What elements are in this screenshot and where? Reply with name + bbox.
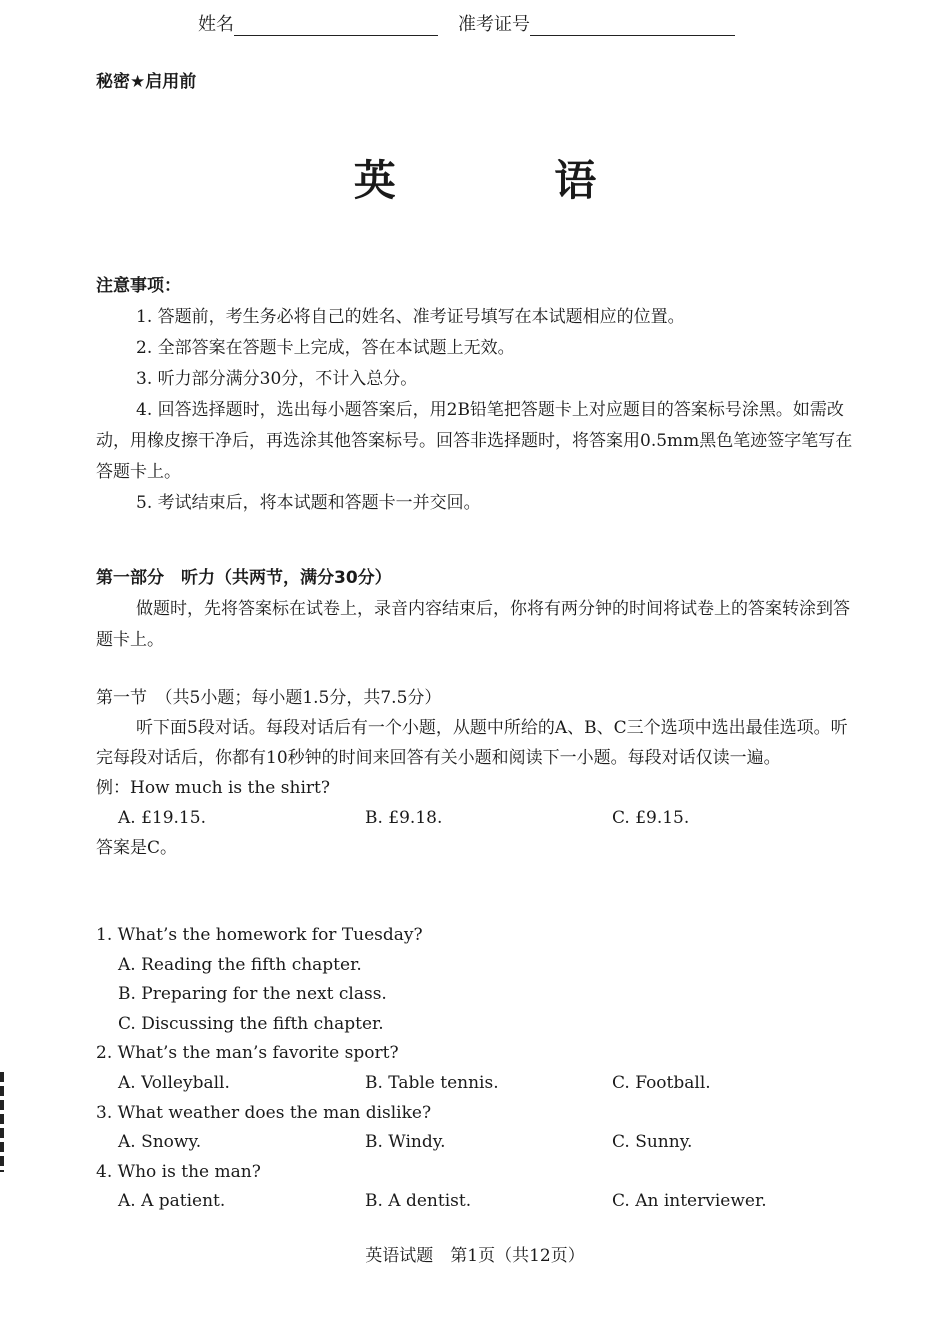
notice-section [96, 271, 861, 519]
question-text: 1. What’s the homework for Tuesday? [96, 925, 423, 945]
option-c: C. Discussing the fifth chapter. [118, 1013, 384, 1034]
exam-number-field [458, 10, 735, 36]
question-1 [96, 921, 861, 1039]
question-3 [96, 1099, 861, 1158]
option-c: C. Sunny. [612, 1132, 693, 1153]
question-2 [96, 1039, 861, 1098]
exam-number-label: 准考证号 [458, 14, 530, 35]
notice-item: 4. 回答选择题时，选出每小题答案后，用2B铅笔把答题卡上对应题目的答案标号涂黑。如需改动，用橡皮擦干净后，再选涂其他答案标号。回答非选择题时，将答案用0.5mm黑色笔迹签字笔写在答题卡上。 [96, 400, 853, 482]
notice-item: 1. 答题前，考生务必将自己的姓名、准考证号填写在本试题相应的位置。 [136, 307, 685, 327]
exam-title: 英 语 [353, 156, 669, 205]
example-option-a: A. £19.15. [118, 808, 206, 828]
part1-section [96, 563, 861, 656]
option-a: A. A patient. [118, 1191, 226, 1212]
option-c: C. An interviewer. [612, 1191, 767, 1212]
name-field [198, 10, 458, 36]
option-a: A. Reading the fifth chapter. [118, 954, 362, 975]
question-options [96, 1187, 861, 1217]
section1-description: 听下面5段对话。每段对话后有一个小题，从题中所给的A、B、C三个选项中选出最佳选项。听完每段对话后，你都有10秒钟的时间来回答有关小题和阅读下一小题。每段对话仅读一遍。 [96, 718, 848, 768]
secret-label: 秘密★启用前 [96, 72, 197, 92]
part1-description: 做题时，先将答案标在试卷上，录音内容结束后，你将有两分钟的时间将试卷上的答案转涂到答题卡上。 [96, 599, 850, 650]
question-options [96, 1069, 861, 1099]
option-c: C. Football. [612, 1072, 711, 1093]
binding-edge-mark [0, 1072, 4, 1172]
notice-item: 5. 考试结束后，将本试题和答题卡一并交回。 [136, 493, 481, 513]
example-options [96, 803, 861, 833]
notice-item: 2. 全部答案在答题卡上完成，答在本试题上无效。 [136, 338, 515, 358]
question-options [96, 1128, 861, 1158]
section1 [96, 683, 861, 863]
name-blank[interactable] [234, 15, 438, 36]
example-question: 例：How much is the shirt? [96, 778, 330, 798]
section1-heading: 第一节 （共5小题；每小题1.5分，共7.5分） [96, 688, 442, 708]
question-text: 3. What weather does the man dislike? [96, 1102, 432, 1123]
example-option-c: C. £9.15. [612, 808, 690, 828]
question-text: 4. Who is the man? [96, 1161, 261, 1182]
question-text: 2. What’s the man’s favorite sport? [96, 1043, 399, 1064]
option-b: B. A dentist. [365, 1191, 472, 1212]
option-a: A. Volleyball. [118, 1072, 230, 1093]
option-a: A. Snowy. [118, 1132, 202, 1153]
page-footer: 英语试题 第1页（共12页） [365, 1246, 585, 1266]
questions-list [96, 921, 861, 1217]
name-label: 姓名 [198, 14, 234, 35]
notice-item: 3. 听力部分满分30分，不计入总分。 [136, 369, 418, 389]
example-answer: 答案是C。 [96, 838, 178, 858]
candidate-fields [198, 10, 735, 36]
example-option-b: B. £9.18. [365, 808, 443, 828]
part1-heading: 第一部分 听力（共两节，满分30分） [96, 568, 392, 588]
question-4 [96, 1158, 861, 1217]
notice-heading: 注意事项： [96, 276, 181, 296]
option-b: B. Preparing for the next class. [118, 984, 387, 1005]
option-b: B. Windy. [365, 1132, 446, 1153]
exam-number-blank[interactable] [530, 15, 735, 36]
option-b: B. Table tennis. [365, 1072, 499, 1093]
